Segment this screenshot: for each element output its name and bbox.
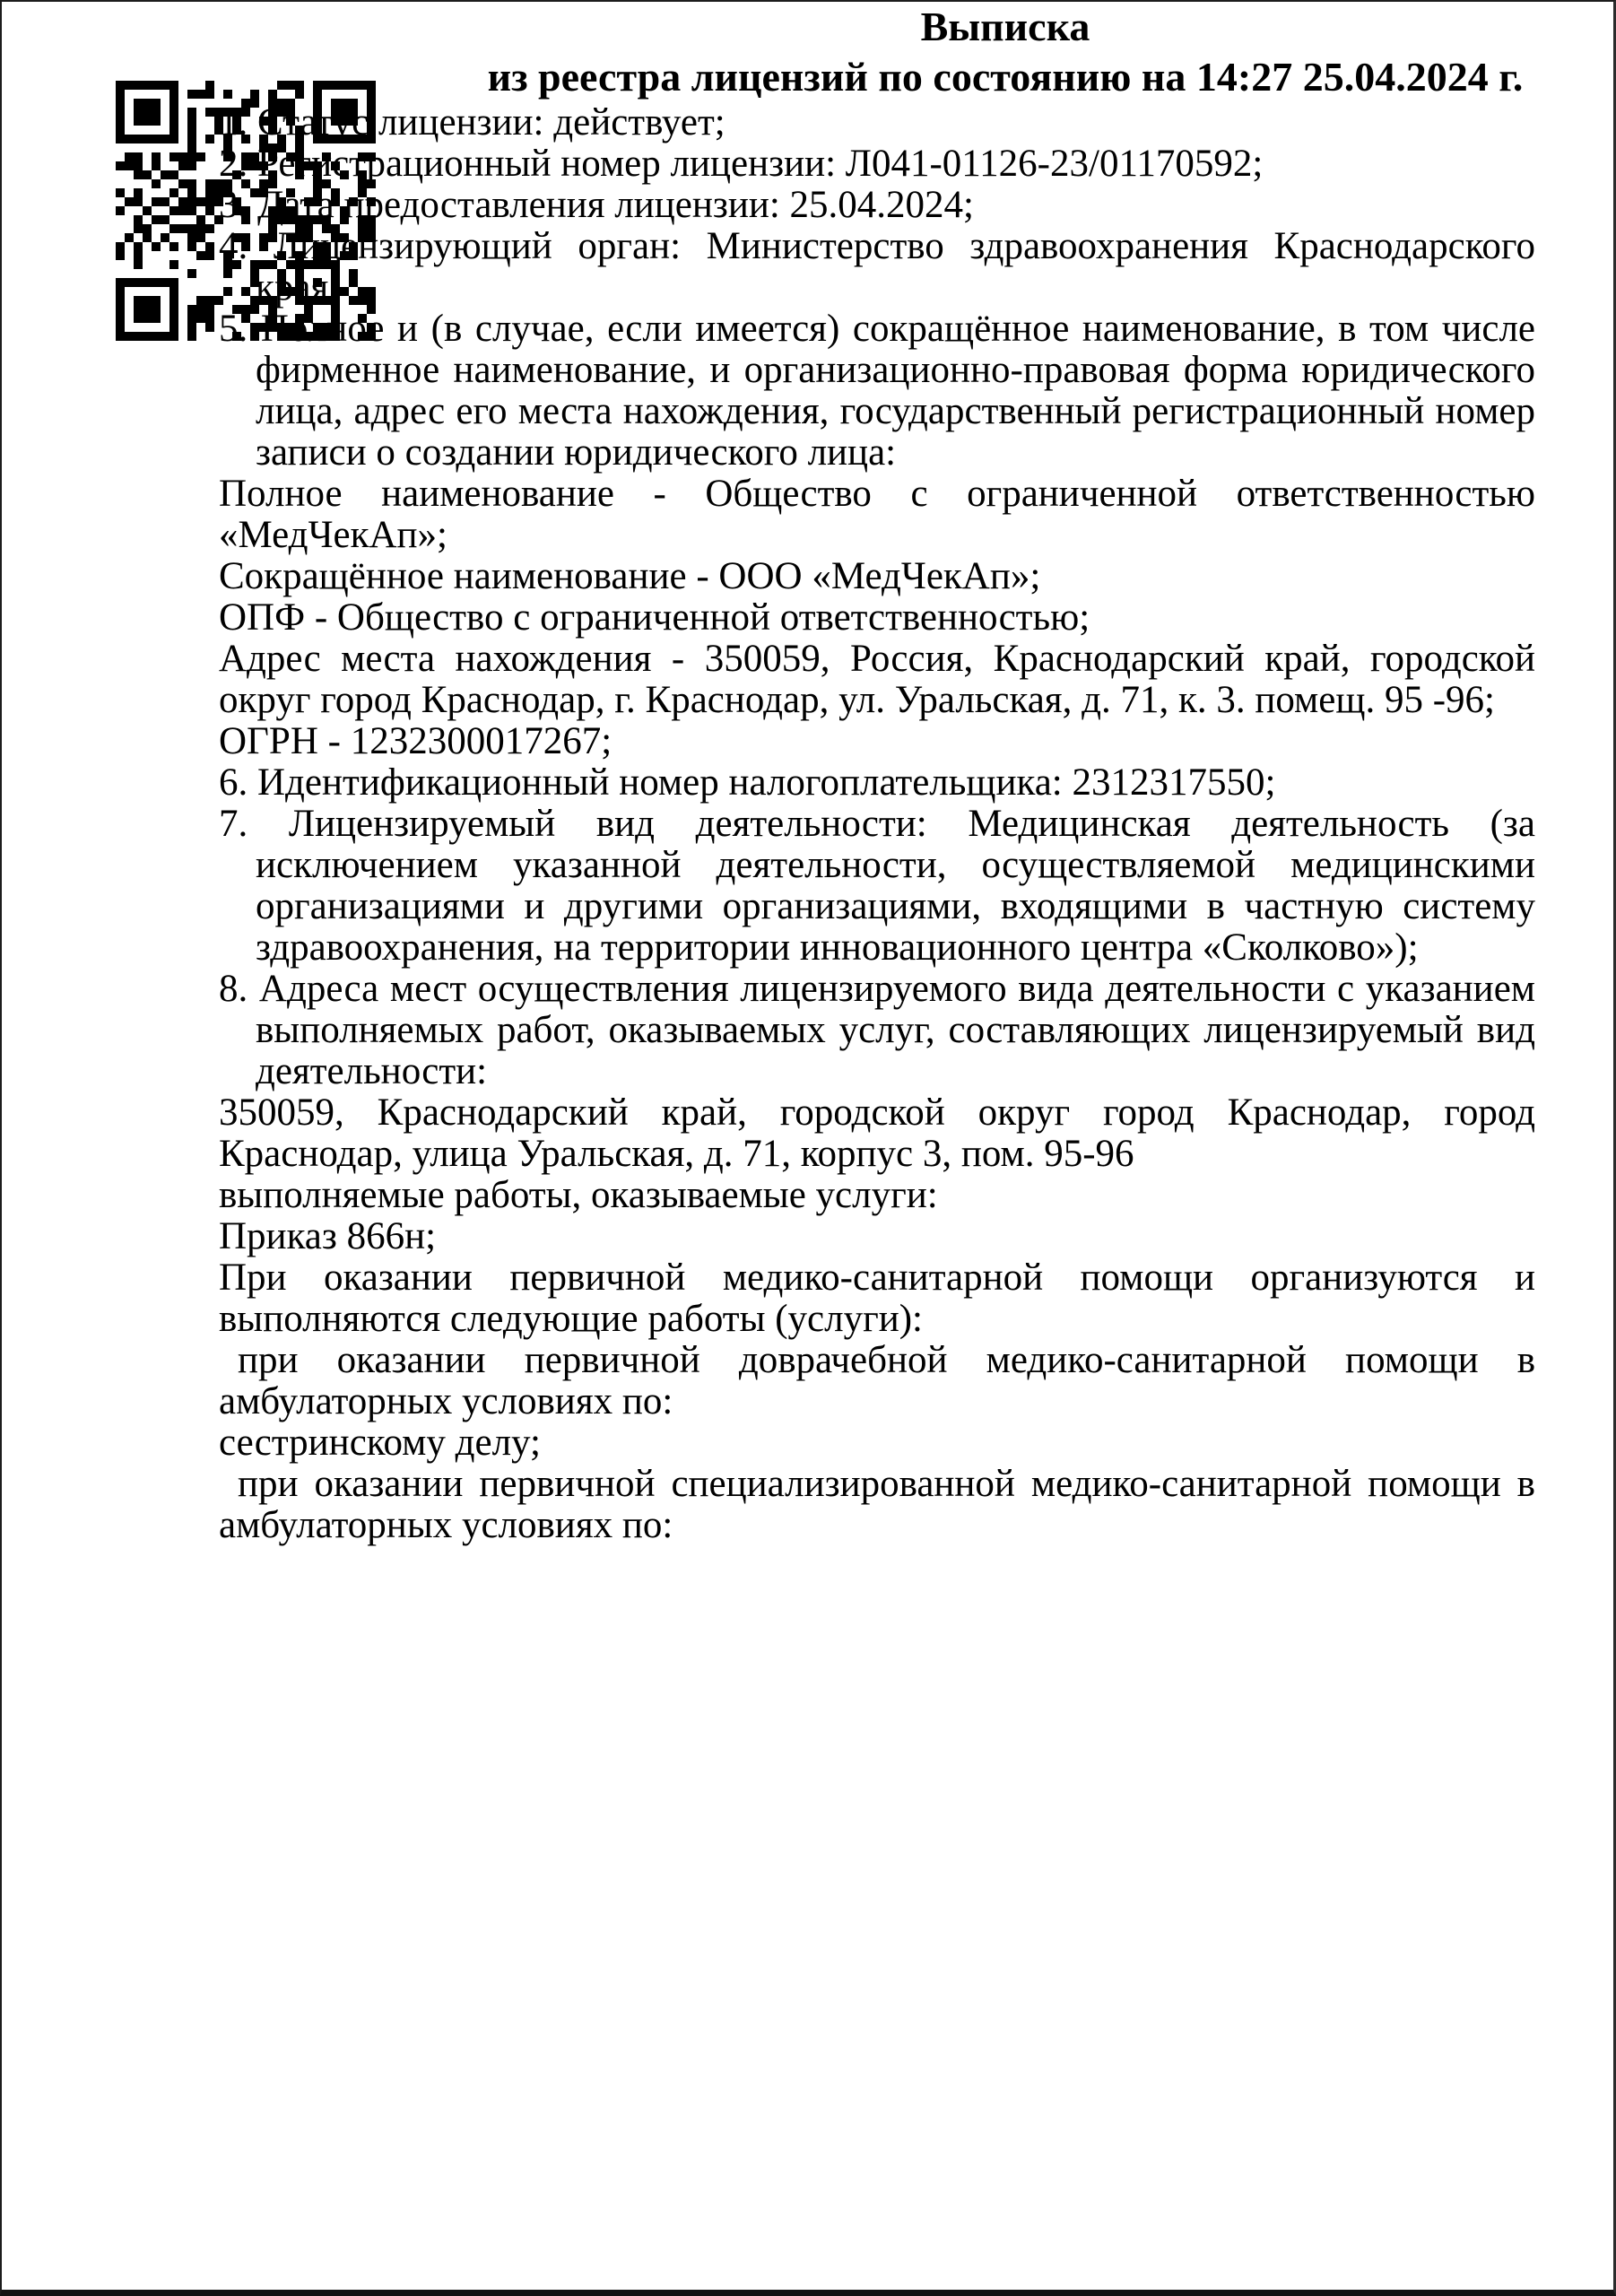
- activity-address: 350059, Краснодарский край, городской округ город Краснодар, город Краснодар, улица Уральская, д. 71, корпус 3, пом. 95-96: [219, 1091, 1535, 1175]
- license-status: 1. Статус лицензии: действует;: [219, 101, 725, 144]
- order-866n: Приказ 866н;: [219, 1215, 437, 1257]
- license-grant-date: 3. Дата предоставления лицензии: 25.04.2024;: [219, 184, 974, 226]
- specialized-care-item: при оказании первичной специализированной медико-санитарной помощи в амбулаторных условиях по:: [219, 1463, 1535, 1546]
- pmsp-works-intro: При оказании первичной медико-санитарной помощи организуются и выполняются следующие работы (услуги):: [219, 1257, 1535, 1340]
- entity-address: Адрес места нахождения - 350059, Россия, Краснодарский край, городской округ город Краснодар, г. Краснодар, ул. Уральская, д. 71, к. 3. помещ. 95 -96;: [219, 638, 1535, 721]
- document-subtitle: из реестра лицензий по состоянию на 14:27 25.04.2024 г.: [487, 54, 1524, 100]
- entity-name-intro: 5. Полное и (в случае, если имеется) сокращённое наименование, в том числе фирменное наименование, и организационно-правовая форма юридического лица, адрес его места нахождения, государственный регистрационный номер записи о создании юридического лица:: [219, 308, 1535, 474]
- pre-doctor-care-item: при оказании первичной доврачебной медико-санитарной помощи в амбулаторных условиях по:: [219, 1339, 1535, 1422]
- licensed-activity: 7. Лицензируемый вид деятельности: Медицинская деятельность (за исключением указанной деятельности, осуществляемой медицинскими организациями и другими организациями, входящими в частную систему здравоохранения, на территории инновационного центра «Сколково»);: [219, 803, 1535, 969]
- works-services-heading: выполняемые работы, оказываемые услуги:: [219, 1174, 938, 1216]
- licensing-authority: 4. Лицензирующий орган: Министерство здравоохранения Краснодарского края;: [219, 225, 1535, 309]
- document-content: [219, 2, 1535, 1546]
- entity-full-name: Полное наименование - Общество с ограниченной ответственностью «МедЧекАп»;: [219, 473, 1535, 556]
- nursing-item: сестринскому делу;: [219, 1422, 541, 1464]
- entity-short-name: Сокращённое наименование - ООО «МедЧекАп»;: [219, 555, 1041, 597]
- license-reg-number: 2. Регистрационный номер лицензии: Л041-01126-23/01170592;: [219, 143, 1264, 185]
- entity-opf: ОПФ - Общество с ограниченной ответственностью;: [219, 596, 1090, 639]
- document-title: Выписка: [920, 4, 1090, 49]
- activity-addresses-intro: 8. Адреса мест осуществления лицензируемого вида деятельности с указанием выполняемых работ, оказываемых услуг, составляющих лицензируемый вид деятельности:: [219, 968, 1535, 1092]
- taxpayer-inn: 6. Идентификационный номер налогоплательщика: 2312317550;: [219, 761, 1276, 804]
- entity-ogrn: ОГРН - 1232300017267;: [219, 720, 613, 762]
